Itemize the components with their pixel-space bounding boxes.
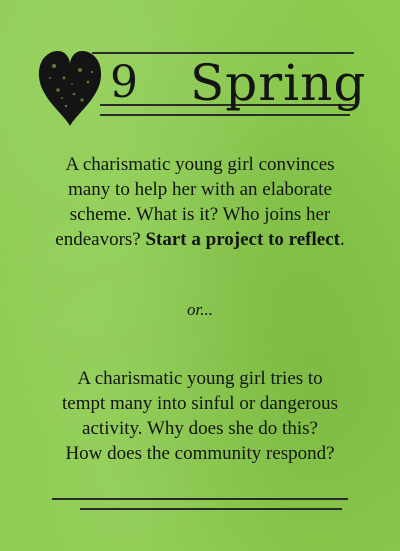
- separator-or: or...: [187, 300, 213, 319]
- card-number: 9: [110, 57, 138, 108]
- footer-bottom-rule: [80, 508, 342, 510]
- prompt-two-line: activity. Why does she do this?: [82, 418, 318, 439]
- prompt-one-line: many to help her with an elaborate: [68, 179, 332, 200]
- action-instruction: Start a project to reflect: [145, 229, 340, 250]
- footer-top-rule: [52, 498, 348, 500]
- prompt-one: [20, 152, 380, 252]
- prompt-two: [20, 366, 380, 466]
- prompt-one-line: A charismatic young girl convinces: [65, 154, 335, 175]
- prompt-two-line: tempt many into sinful or dangerous: [62, 393, 338, 414]
- prompt-two-line: How does the community respond?: [65, 443, 335, 464]
- header-bottom-rule: [100, 114, 350, 116]
- prompt-one-line: [20, 227, 380, 252]
- prompt-one-line: scheme. What is it? Who joins her: [69, 204, 331, 225]
- season-title: Spring: [190, 54, 367, 112]
- heart-icon: [36, 48, 104, 128]
- prompt-one-period: .: [339, 229, 345, 250]
- prompt-two-line: A charismatic young girl tries to: [77, 368, 323, 389]
- prompt-one-text: endeavors?: [55, 229, 141, 250]
